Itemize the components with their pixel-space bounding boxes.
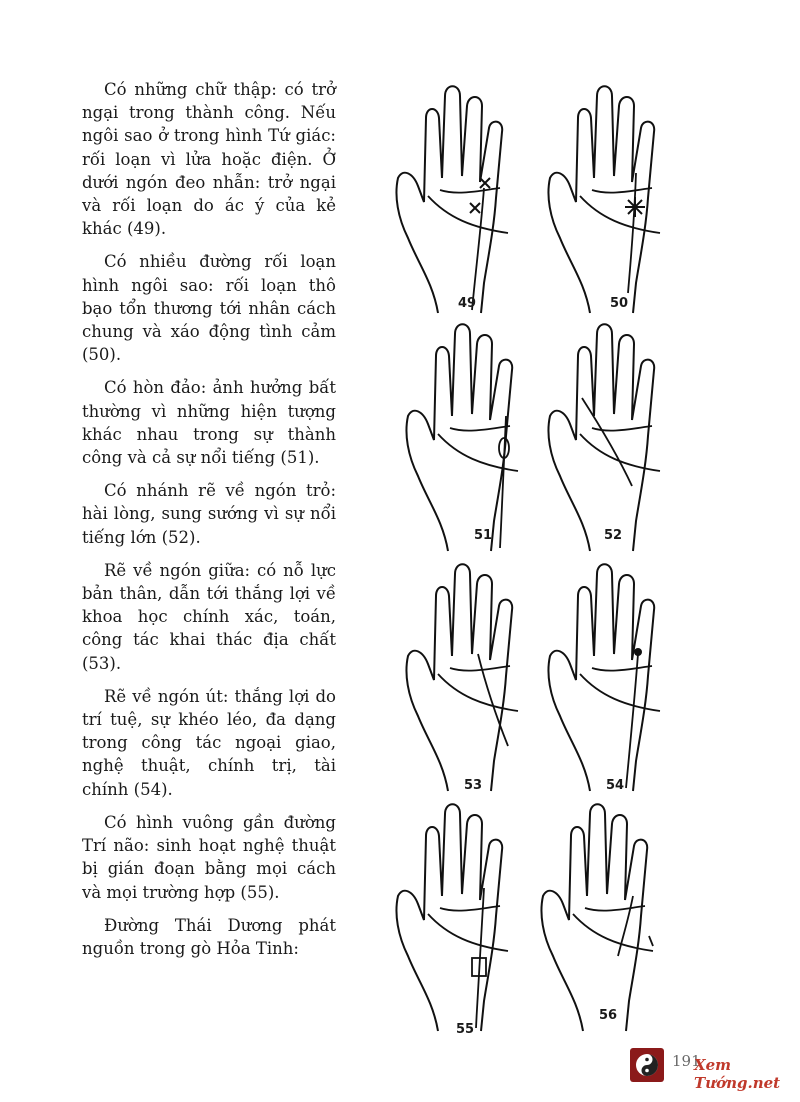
hand-figure-49 [388, 78, 528, 318]
figure-label-53: 53 [464, 778, 483, 793]
page-number: 191 [672, 1052, 701, 1070]
figure-label-51: 51 [474, 528, 493, 543]
hand-figure-54 [540, 556, 680, 796]
hand-figure-52 [540, 316, 680, 556]
hand-figure-53 [398, 556, 538, 796]
figure-label-50: 50 [610, 296, 629, 311]
paragraph-56: Đường Thái Dương phát nguồn trong gò Hỏa Tinh: [82, 915, 336, 958]
palm-figures [378, 78, 678, 1037]
yin-yang-icon [630, 1048, 664, 1082]
paragraph-49: Có những chữ thập: có trở ngại trong thành công. Nếu ngôi sao ở trong hình Tứ giác: rối loạn vì lửa hoặc điện. Ở dưới ngón đeo nhẫn: trở ngại và rối loạn do ác ý của kẻ khác (49). [82, 80, 336, 239]
hand-figure-50 [540, 78, 680, 318]
paragraph-52: Có nhánh rẽ về ngón trỏ: hài lòng, sung sướng vì sự nổi tiếng lớn (52). [82, 481, 336, 547]
hand-figure-55 [388, 796, 528, 1036]
hand-figure-56 [533, 796, 673, 1036]
paragraph-54: Rẽ về ngón út: thắng lợi do trí tuệ, sự khéo léo, đa dạng trong công tác ngoại giao, nghệ thuật, chính trị, tài chính (54). [82, 686, 336, 799]
paragraph-51: Có hòn đảo: ảnh hưởng bất thường vì những hiện tượng khác nhau trong sự thành công và cả sự nổi tiếng (51). [82, 378, 336, 468]
page-footer [630, 1046, 795, 1092]
figure-label-56: 56 [599, 1008, 618, 1023]
paragraph-55: Có hình vuông gần đường Trí não: sinh hoạt nghệ thuật bị gián đoạn bằng mọi cách và mọi trường hợp (55). [82, 812, 336, 902]
site-brand[interactable]: Xem Tướng.net [694, 1056, 781, 1092]
figure-label-49: 49 [458, 296, 477, 311]
body-text [82, 78, 336, 970]
paragraph-53: Rẽ về ngón giữa: có nỗ lực bản thân, dẫn tới thắng lợi về khoa học chính xác, toán, công tác khai thác địa chất (53). [82, 560, 336, 673]
figure-label-52: 52 [604, 528, 623, 543]
hand-figure-51 [398, 316, 538, 556]
paragraph-50: Có nhiều đường rối loạn hình ngôi sao: rối loạn thô bạo tổn thương tới nhân cách chung và xáo động tình cảm (50). [82, 252, 336, 365]
figure-label-55: 55 [456, 1022, 475, 1037]
figure-label-54: 54 [606, 778, 625, 793]
